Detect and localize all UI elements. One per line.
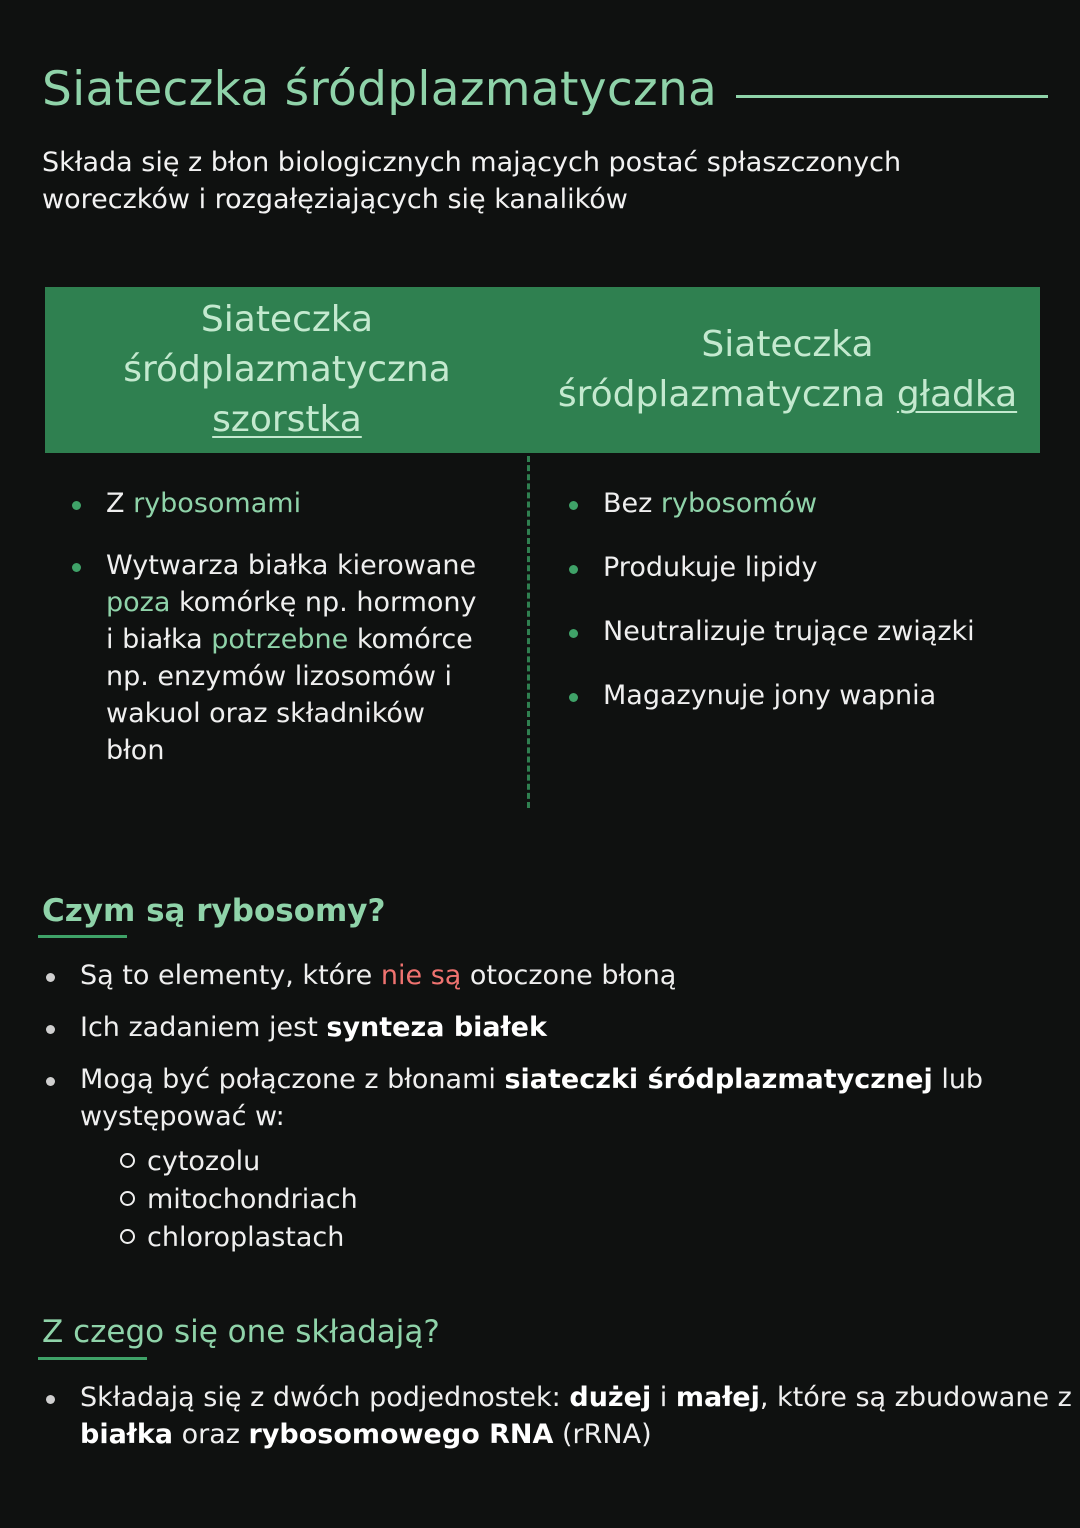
page-title: Siateczka śródplazmatyczna	[42, 62, 718, 117]
composition-list	[0, 1379, 1075, 1453]
list-item: Wytwarza białka kierowane poza komórkę np. hormony i białka potrzebne komórce np. enzymów lizosomów i wakuol oraz składników błon	[44, 547, 484, 769]
smooth-er-list	[541, 485, 1041, 714]
comparison-header	[45, 287, 1040, 453]
header-rough-er	[45, 287, 529, 453]
header-smooth-line2: śródplazmatyczna	[557, 374, 897, 415]
list-item: Mogą być połączone z błonami siateczki śródplazmatycznej lub występować w: cytozolu mitochondriach chloroplastach	[0, 1061, 1060, 1257]
location-item: mitochondriach	[80, 1181, 1060, 1219]
list-item: Produkuje lipidy	[541, 549, 1041, 586]
circle-bullet-icon	[120, 1191, 135, 1206]
list-item: Magazynuje jony wapnia	[541, 677, 1041, 714]
ribosomes-list	[0, 957, 1060, 1257]
section-title-composition: Z czego się one składają?	[42, 1314, 440, 1350]
list-item: Składają się z dwóch podjednostek: dużej i małej, które są zbudowane z białka oraz rybosomowego RNA (rRNA)	[0, 1379, 1075, 1453]
location-item: cytozolu	[80, 1143, 1060, 1181]
list-item: Bez rybosomów	[541, 485, 1041, 522]
header-smooth-er	[535, 287, 1040, 453]
list-item: Neutralizuje trujące związki	[541, 613, 1041, 650]
section-rule	[38, 935, 127, 938]
section-rule	[38, 1357, 147, 1360]
rough-er-list	[44, 485, 484, 769]
header-rough-line1: Siateczka	[200, 299, 374, 340]
circle-bullet-icon	[120, 1153, 135, 1168]
header-smooth-keyword: gładka	[896, 374, 1018, 415]
section-title-ribosomes: Czym są rybosomy?	[42, 893, 386, 929]
header-rough-line2: śródplazmatyczna	[123, 349, 451, 390]
list-item: Są to elementy, które nie są otoczone błoną	[0, 957, 1060, 994]
list-item: Z rybosomami	[44, 485, 484, 522]
circle-bullet-icon	[120, 1229, 135, 1244]
locations-list	[80, 1143, 1060, 1257]
location-item: chloroplastach	[80, 1219, 1060, 1257]
list-item: Ich zadaniem jest synteza białek	[0, 1009, 1060, 1046]
intro-text: Składa się z błon biologicznych mających postać spłaszczonych woreczków i rozgałęziających się kanalików	[42, 147, 902, 215]
header-smooth-line1: Siateczka	[701, 324, 874, 365]
title-rule	[736, 95, 1048, 98]
header-rough-keyword: szorstka	[212, 399, 362, 440]
column-divider	[527, 456, 530, 808]
